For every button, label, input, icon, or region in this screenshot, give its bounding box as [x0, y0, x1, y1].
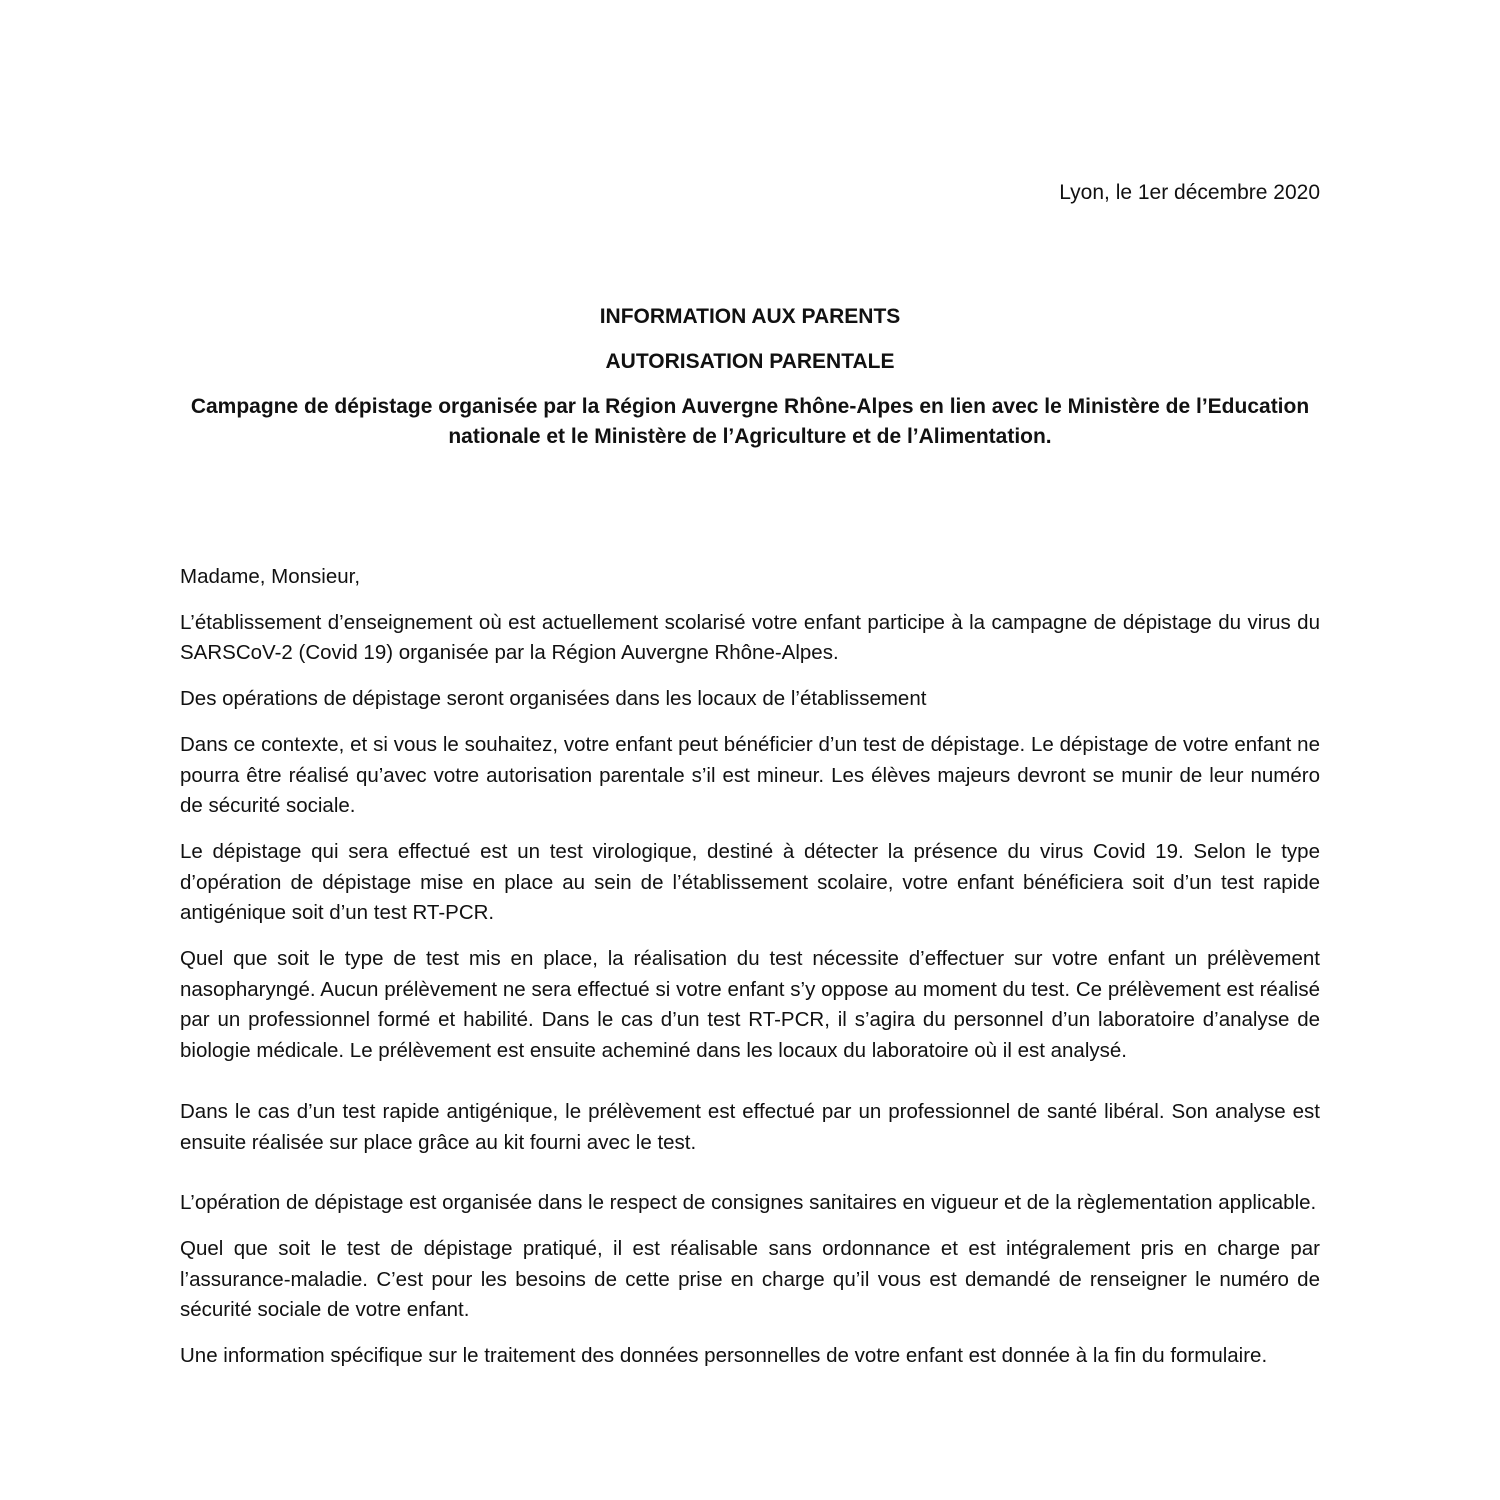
paragraph-prise-en-charge: Quel que soit le test de dépistage pratiqué, il est réalisable sans ordonnance et est intégralement pris en charge par l’assurance-maladie. C’est pour les besoins de cette prise en charge qu’il vous est demandé de renseigner le numéro de sécurité sociale de votre enfant. — [180, 1236, 1320, 1322]
letter-heading — [180, 302, 1320, 452]
title-information-parents: INFORMATION AUX PARENTS — [599, 305, 901, 328]
paragraph-context: Dans ce contexte, et si vous le souhaitez, votre enfant peut bénéficier d’un test de dépistage. Le dépistage de votre enfant ne pourra être réalisé qu’avec votre autorisation parentale s’il est mineur. Les élèves majeurs devront se munir de leur numéro de sécurité sociale. — [180, 732, 1320, 818]
letter-body — [180, 562, 1320, 1387]
salutation: Madame, Monsieur, — [180, 565, 361, 588]
paragraph-operations: Des opérations de dépistage seront organisées dans les locaux de l’établissement — [180, 687, 927, 711]
paragraph-consignes: L’opération de dépistage est organisée dans le respect de consignes sanitaires en vigueur et de la règlementation applicable. — [180, 1191, 1317, 1215]
paragraph-donnees: Une information spécifique sur le traitement des données personnelles de votre enfant est donnée à la fin du formulaire. — [180, 1344, 1268, 1368]
paragraph-antigenique: Dans le cas d’un test rapide antigénique, le prélèvement est effectué par un professionnel de santé libéral. Son analyse est ensuite réalisée sur place grâce au kit fourni avec le test. — [180, 1099, 1320, 1154]
title-autorisation-parentale: AUTORISATION PARENTALE — [605, 350, 895, 373]
paragraph-participation: L’établissement d’enseignement où est actuellement scolarisé votre enfant participe à la campagne de dépistage du virus du SARSCoV-2 (Covid 19) organisée par la Région Auvergne Rhône-Alpes. — [180, 610, 1320, 665]
letter-date: Lyon, le 1er décembre 2020 — [1059, 181, 1320, 204]
paragraph-test-type: Le dépistage qui sera effectué est un test virologique, destiné à détecter la présence du virus Covid 19. Selon le type d’opération de dépistage mise en place au sein de l’établissement scolaire, votre enfant bénéficiera soit d’un test rapide antigénique soit d’un test RT-PCR. — [180, 839, 1320, 925]
campaign-subtitle: Campagne de dépistage organisée par la Région Auvergne Rhône-Alpes en lien avec le Ministère de l’Education nationale et le Ministère de l’Agriculture et de l’Alimentation. — [190, 395, 1310, 448]
paragraph-prelevement: Quel que soit le type de test mis en place, la réalisation du test nécessite d’effectuer sur votre enfant un prélèvement nasopharyngé. Aucun prélèvement ne sera effectué si votre enfant s’y oppose au moment du test. Ce prélèvement est réalisé par un professionnel formé et habilité. Dans le cas d’un test RT-PCR, il s’agira du personnel d’un laboratoire d’analyse de biologie médicale. Le prélèvement est ensuite acheminé dans les locaux du laboratoire où il est analysé. — [180, 947, 1320, 1063]
